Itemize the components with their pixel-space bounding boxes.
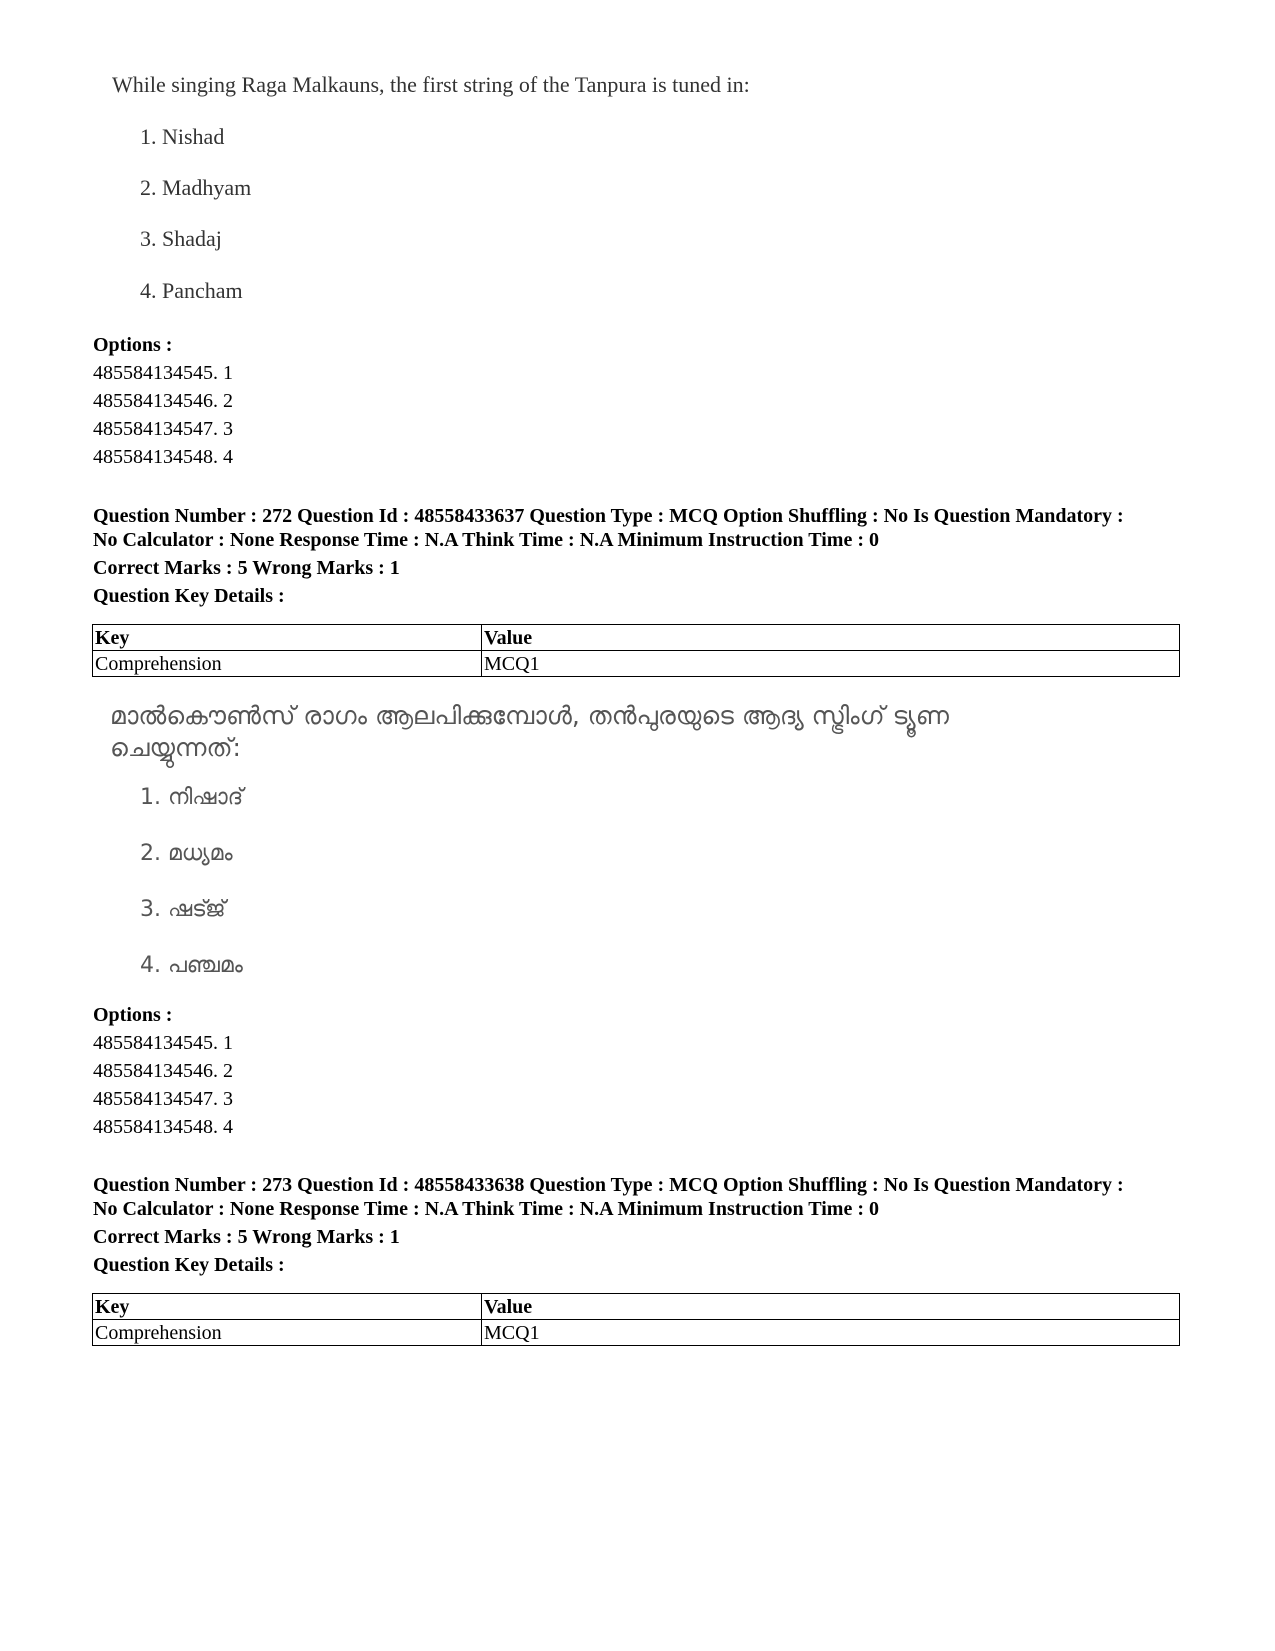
- table-cell: MCQ1: [482, 651, 1180, 677]
- key-details-label: Question Key Details :: [93, 585, 285, 607]
- option-item: 485584134548. 4: [93, 1116, 233, 1138]
- table-header-row: [93, 1294, 1180, 1320]
- question-stem: മാൽകൌൺസ് രാഗം ആലപിക്കുമ്പോൾ, തൻപുരയുടെ ആദ്യ സ്ട്രിംഗ് ട്യൂണ ചെയ്യുന്നത്:: [110, 701, 949, 762]
- table-header-value: Value: [482, 625, 1180, 651]
- key-table-container: [92, 1293, 1180, 1346]
- question-stem: While singing Raga Malkauns, the first string of the Tanpura is tuned in:: [112, 72, 750, 97]
- question-meta-line: No Calculator : None Response Time : N.A Think Time : N.A Minimum Instruction Time : 0: [93, 529, 879, 551]
- marks-line: Correct Marks : 5 Wrong Marks : 1: [93, 557, 400, 579]
- table-row: [93, 1320, 1180, 1346]
- question-meta: [93, 504, 1203, 608]
- question-image-malayalam: [110, 700, 1090, 978]
- option-item: 485584134545. 1: [93, 1032, 233, 1054]
- table-header-value: Value: [482, 1294, 1180, 1320]
- option-item: 485584134548. 4: [93, 446, 233, 468]
- question-image-english: [112, 72, 872, 303]
- option-item: 485584134547. 3: [93, 418, 233, 440]
- table-cell: Comprehension: [93, 1320, 482, 1346]
- table-row: [93, 651, 1180, 677]
- choice-item: 3. ഷട്ജ്: [140, 897, 226, 922]
- options-section: [93, 333, 233, 469]
- key-table: [92, 624, 1180, 677]
- choice-item: 2. മധ്യമം: [140, 841, 233, 866]
- question-meta-line: Question Number : 272 Question Id : 48558433637 Question Type : MCQ Option Shuffling : No Is Question Mandatory :: [93, 505, 1124, 527]
- table-header-key: Key: [93, 1294, 482, 1320]
- option-item: 485584134546. 2: [93, 1060, 233, 1082]
- question-meta: [93, 1173, 1203, 1277]
- table-header-row: [93, 625, 1180, 651]
- question-meta-line: No Calculator : None Response Time : N.A Think Time : N.A Minimum Instruction Time : 0: [93, 1198, 879, 1220]
- options-section: [93, 1003, 233, 1139]
- choice-item: 1. നിഷാദ്: [140, 785, 244, 810]
- options-label: Options :: [93, 1004, 173, 1026]
- table-header-key: Key: [93, 625, 482, 651]
- key-table: [92, 1293, 1180, 1346]
- option-item: 485584134546. 2: [93, 390, 233, 412]
- choice-item: 4. Pancham: [140, 278, 243, 303]
- choice-item: 1. Nishad: [140, 124, 225, 149]
- choice-item: 4. പഞ്ചമം: [140, 953, 243, 978]
- option-item: 485584134545. 1: [93, 362, 233, 384]
- choice-item: 3. Shadaj: [140, 226, 222, 251]
- choice-item: 2. Madhyam: [140, 175, 252, 200]
- options-label: Options :: [93, 334, 173, 356]
- table-cell: Comprehension: [93, 651, 482, 677]
- question-meta-line: Question Number : 273 Question Id : 48558433638 Question Type : MCQ Option Shuffling : No Is Question Mandatory :: [93, 1174, 1124, 1196]
- key-details-label: Question Key Details :: [93, 1254, 285, 1276]
- key-table-container: [92, 624, 1180, 677]
- table-cell: MCQ1: [482, 1320, 1180, 1346]
- marks-line: Correct Marks : 5 Wrong Marks : 1: [93, 1226, 400, 1248]
- option-item: 485584134547. 3: [93, 1088, 233, 1110]
